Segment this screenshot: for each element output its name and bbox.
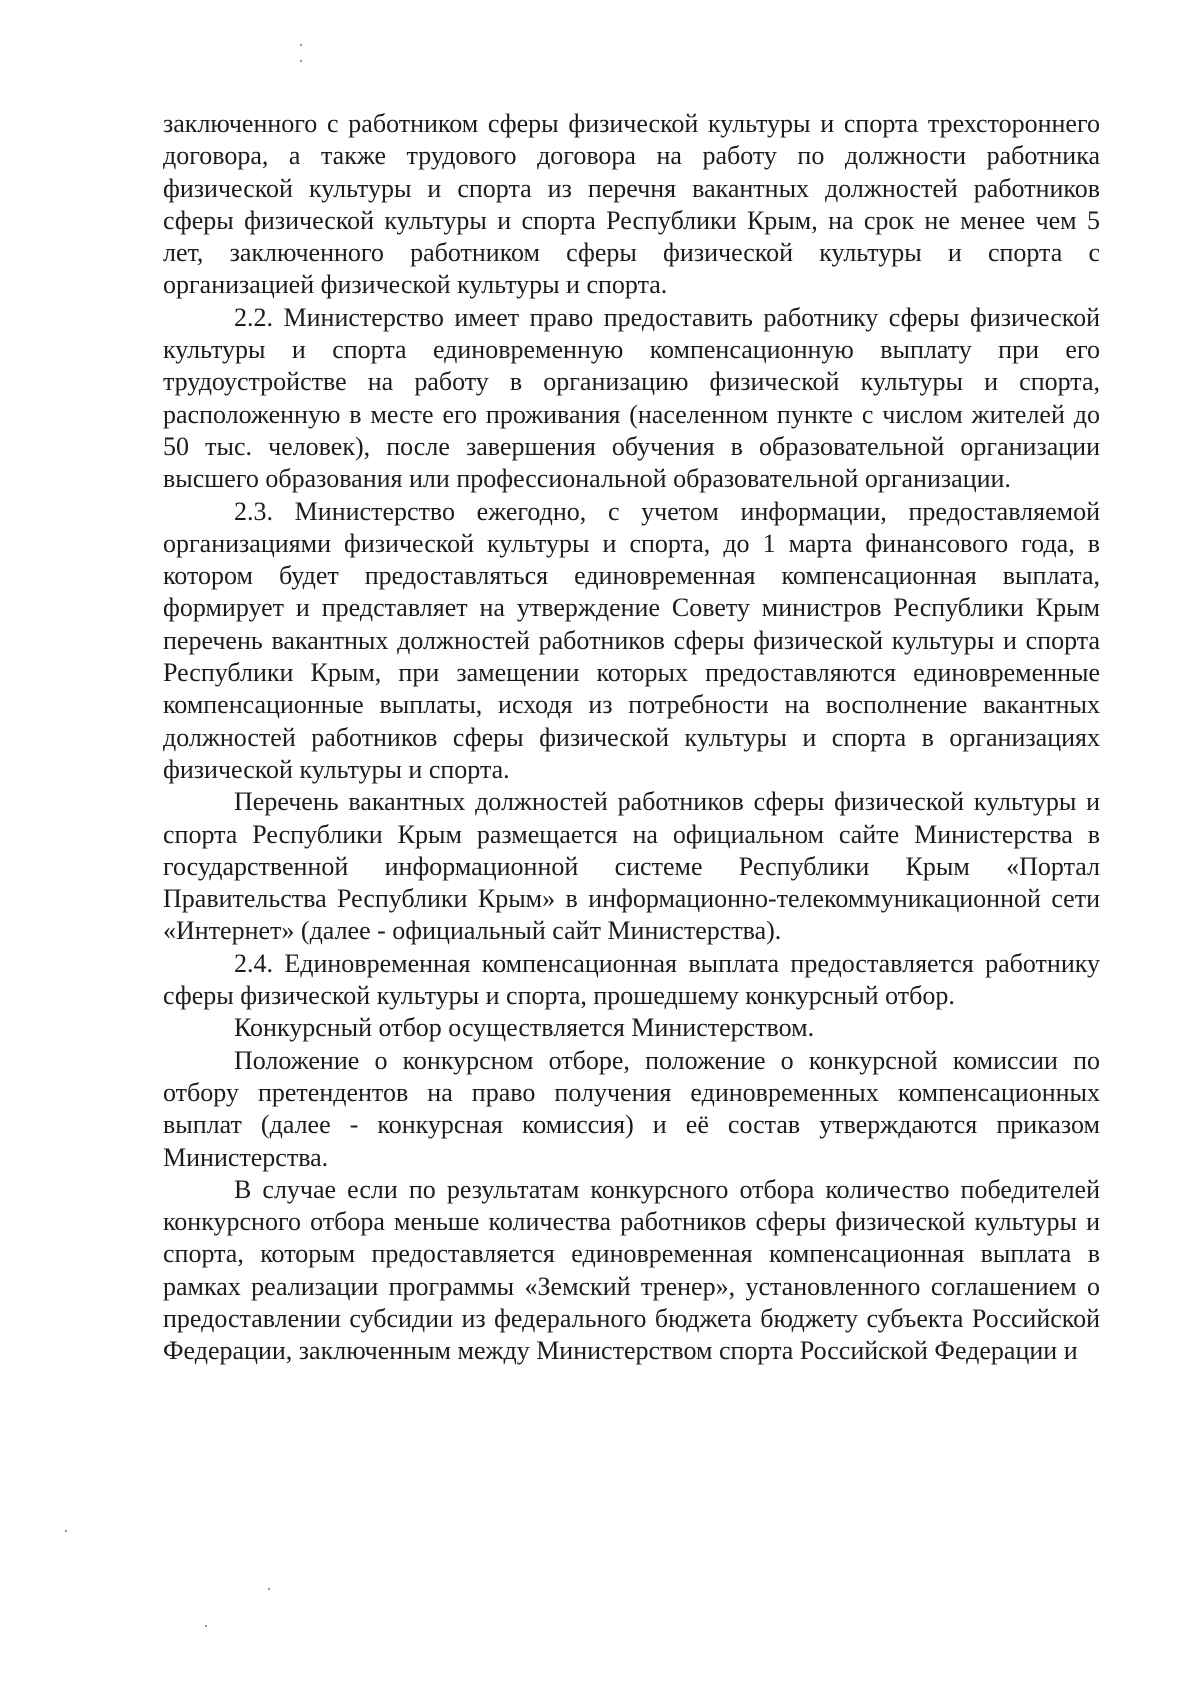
scan-artifact — [205, 1625, 207, 1627]
scan-artifact — [300, 60, 302, 62]
paragraph-selection-regulations: Положение о конкурсном отборе, положение о конкурсной комиссии по отбору претендентов на право получения единовременных компенсационных выплат (далее - конкурсная комиссия) и её состав утверждаются приказом Министерства. — [163, 1045, 1100, 1172]
scan-artifact — [268, 1588, 270, 1590]
paragraph-continuation: заключенного с работником сферы физической культуры и спорта трехстороннего договора, а также трудового договора на работу по должности работника физической культуры и спорта из перечня вакантных должностей работников сферы физической культуры и спорта Республики Крым, на срок не менее чем 5 лет, заключенного работником сферы физической культуры и спорта с организацией физической культуры и спорта. — [163, 109, 1100, 300]
paragraph-selection-by-ministry: Конкурсный отбор осуществляется Министерством. — [234, 1013, 815, 1043]
scan-artifact — [300, 44, 302, 46]
paragraph-2-4: 2.4. Единовременная компенсационная выплата предоставляется работнику сферы физической культуры и спорта, прошедшему конкурсный отбор. — [163, 948, 1100, 1011]
paragraph-insufficient-winners: В случае если по результатам конкурсного отбора количество победителей конкурсного отбора меньше количества работников сферы физической культуры и спорта, которым предоставляется единовременная компенсационная выплата в рамках реализации программы «Земский тренер», установленного соглашением о предоставлении субсидии из федерального бюджета бюджету субъекта Российской Федерации, заключенным между Министерством спорта Российской Федерации и — [163, 1174, 1100, 1366]
scan-artifact — [65, 1530, 67, 1532]
paragraph-2-3: 2.3. Министерство ежегодно, с учетом информации, предоставляемой организациями физической культуры и спорта, до 1 марта финансового года, в котором будет предоставляться единовременная компенсационная выплата, формирует и представляет на утверждение Совету министров Республики Крым перечень вакантных должностей работников сферы физической культуры и спорта Республики Крым, при замещении которых предоставляются единовременные компенсационные выплаты, исходя из потребности на восполнение вакантных должностей работников сферы физической культуры и спорта в организациях физической культуры и спорта. — [163, 496, 1100, 784]
paragraph-vacancy-list-publication: Перечень вакантных должностей работников сферы физической культуры и спорта Республики Крым размещается на официальном сайте Министерства в государственной информационной системе Республики Крым «Портал Правительства Республики Крым» в информационно-телекоммуникационной сети «Интернет» (далее - официальный сайт Министерства). — [163, 787, 1100, 946]
paragraph-2-2: 2.2. Министерство имеет право предоставить работнику сферы физической культуры и спорта единовременную компенсационную выплату при его трудоустройстве на работу в организацию физической культуры и спорта, расположенную в месте его проживания (населенном пункте с числом жителей до 50 тыс. человек), после завершения обучения в образовательной организации высшего образования или профессиональной образовательной организации. — [163, 302, 1100, 494]
document-body — [163, 108, 1100, 1368]
